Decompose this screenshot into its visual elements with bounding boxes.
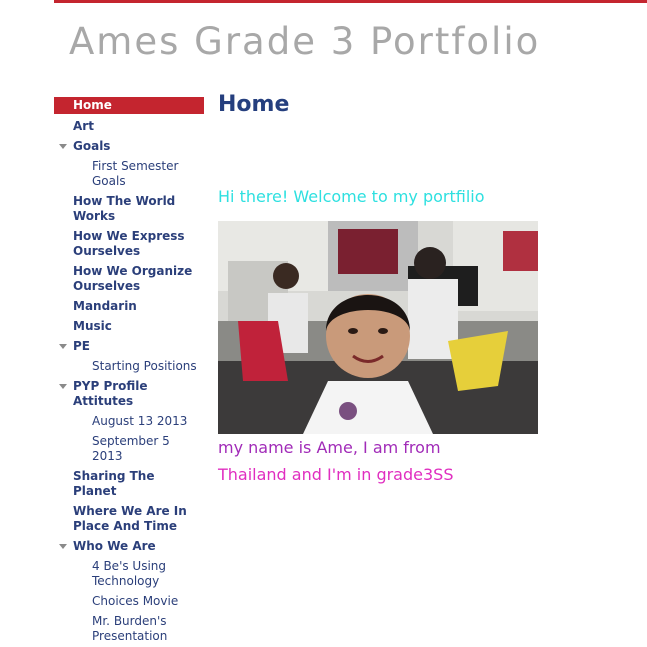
sidebar-item-pyp-profile-attitutes[interactable]	[54, 377, 204, 412]
sidebar-item-how-the-world-works[interactable]	[54, 192, 204, 227]
expand-triangle-icon[interactable]	[59, 384, 67, 389]
sidebar-item-mr-burden-s-presentation[interactable]	[54, 612, 204, 647]
expand-triangle-icon[interactable]	[59, 544, 67, 549]
sidebar-item-label: PE	[73, 339, 90, 353]
sidebar-item-4-be-s-using-technology[interactable]	[54, 557, 204, 592]
welcome-text: Hi there! Welcome to my portfilio	[218, 187, 485, 206]
sidebar-item-label: September 5 2013	[92, 434, 170, 463]
sidebar-item-mandarin[interactable]	[54, 297, 204, 317]
student-photo	[218, 221, 538, 434]
sidebar-item-label: How We Organize Ourselves	[73, 264, 193, 293]
sidebar-item-label: August 13 2013	[92, 414, 188, 428]
sidebar-item-starting-positions[interactable]	[54, 357, 204, 377]
sidebar-item-label: Sharing The Planet	[73, 469, 155, 498]
sidebar-item-label: Choices Movie	[92, 594, 179, 608]
sidebar-item-who-we-are[interactable]	[54, 537, 204, 557]
sidebar-item-label: Art	[73, 119, 94, 133]
sidebar-item-label: Where We Are In Place And Time	[73, 504, 187, 533]
sidebar-item-how-we-express-ourselves[interactable]	[54, 227, 204, 262]
sidebar-item-pe[interactable]	[54, 337, 204, 357]
sidebar-item-label: Mandarin	[73, 299, 137, 313]
sidebar-item-label: 4 Be's Using Technology	[92, 559, 167, 588]
expand-triangle-icon[interactable]	[59, 144, 67, 149]
sidebar-item-label: PYP Profile Attitutes	[73, 379, 148, 408]
page-title: Home	[218, 92, 290, 117]
expand-triangle-icon[interactable]	[59, 344, 67, 349]
sidebar-item-art[interactable]	[54, 117, 204, 137]
sidebar-item-music[interactable]	[54, 317, 204, 337]
sidebar-item-sharing-the-planet[interactable]	[54, 467, 204, 502]
site-title[interactable]: Ames Grade 3 Portfolio	[69, 20, 541, 63]
intro-text-line-2: Thailand and I'm in grade3SS	[218, 465, 454, 484]
sidebar-item-how-we-organize-ourselves[interactable]	[54, 262, 204, 297]
sidebar-item-label: Who We Are	[73, 539, 156, 553]
sidebar-item-label: Starting Positions	[92, 359, 197, 373]
sidebar-item-home[interactable]	[54, 97, 204, 114]
sidebar-nav	[54, 97, 204, 647]
sidebar-item-label: Goals	[73, 139, 111, 153]
sidebar-item-label: Music	[73, 319, 112, 333]
sidebar-item-label: Home	[73, 98, 112, 112]
sidebar-item-label: Mr. Burden's Presentation	[92, 614, 168, 643]
sidebar-item-september-5-2013[interactable]	[54, 432, 204, 467]
main-content	[218, 92, 618, 484]
sidebar-item-august-13-2013[interactable]	[54, 412, 204, 432]
sidebar-item-where-we-are-in-place-and-time[interactable]	[54, 502, 204, 537]
sidebar-item-goals[interactable]	[54, 137, 204, 157]
sidebar-item-label: How The World Works	[73, 194, 176, 223]
top-accent-bar	[54, 0, 647, 3]
sidebar-item-first-semester-goals[interactable]	[54, 157, 204, 192]
sidebar-item-choices-movie[interactable]	[54, 592, 204, 612]
sidebar-item-label: How We Express Ourselves	[73, 229, 185, 258]
sidebar-item-label: First Semester Goals	[92, 159, 179, 188]
intro-text-line-1: my name is Ame, I am from	[218, 438, 441, 457]
